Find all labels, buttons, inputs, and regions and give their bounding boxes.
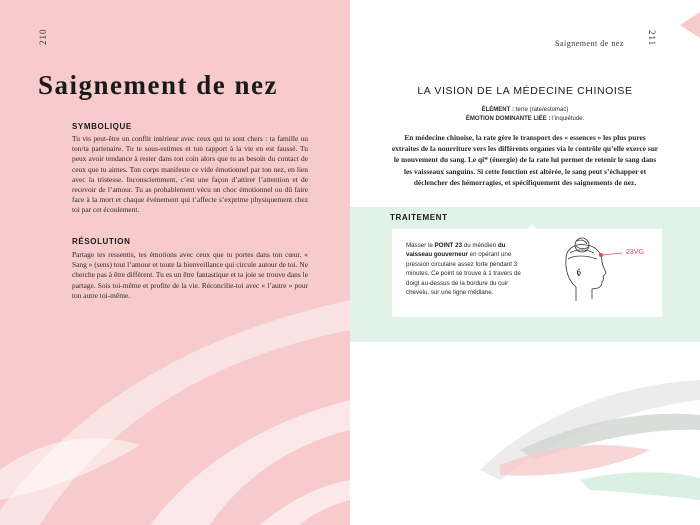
page-number-right: 211	[647, 30, 657, 47]
running-header: Saignement de nez	[555, 39, 624, 48]
head-profile-illustration	[542, 229, 662, 317]
treatment-text	[406, 241, 531, 297]
chinese-medicine-heading: LA VISION DE LA MÉDECINE CHINOISE	[417, 85, 633, 97]
page-title: Saignement de nez	[38, 70, 278, 100]
emotion-line	[350, 116, 700, 122]
meridian-name: du vaisseau gouverneur	[406, 242, 506, 259]
point-23-marker	[599, 253, 603, 257]
point-23-label: POINT 23	[434, 242, 463, 249]
resolution-text: Partage tes ressentis, tes émotions avec ceux que tu portes dans ton cœur. « Sang » (sens) tout l’amour et toute la bienveillance qui circule autour de toi. Ne cherche pas à être différent. Tu es un être fantastique et ta joie se trouve dans le partage. Sois toi-même et profite de la vie. Réconcilie-toi avec « l’autre » pour ton autre toi-même.	[72, 250, 308, 300]
symbolique-text: Tu vis peut-être un conflit intérieur avec ceux qui te sont chers : ta famille ou ton/ta partenaire. Tu te sous-estimes et ton rapport à la vie en est faussé. Tu peux avoir tendance à rester dans ton coin alors que tu as besoin du contact de ceux que tu aimes. Ton corps manifeste ce vide émotionnel par ton nez, en lien avec la tristesse. Inconsciemment, c’est une façon d’attirer l’attention et de recevoir de l’amour. Tu as probablement vécu un choc émotionnel ou dû faire face à la mort et chaque événement qui t’affecte s’exprime physiquement chez toi par cet écoulement.	[72, 134, 308, 215]
point-23vg-label: 23VG	[626, 249, 644, 256]
resolution-heading: RÉSOLUTION	[72, 237, 131, 246]
element-line	[350, 107, 700, 113]
page-number-left: 210	[38, 28, 48, 45]
point-23-leader-line	[603, 253, 622, 255]
treatment-card	[392, 229, 662, 317]
emotion-value: l’inquiétude.	[550, 116, 585, 122]
element-value: terre (rate/estomac)	[513, 107, 569, 113]
traitement-heading: TRAITEMENT	[390, 213, 448, 222]
element-label: ÉLÉMENT :	[481, 107, 514, 113]
treatment-text-part: du méridien	[462, 242, 498, 249]
symbolique-heading: SYMBOLIQUE	[72, 122, 132, 131]
right-page	[350, 0, 700, 525]
treatment-text-part: Masser le	[406, 242, 435, 249]
emotion-label: ÉMOTION DOMINANTE LIÉE :	[465, 116, 551, 122]
treatment-text-part: en opérant une pression circulaire assez forte pendant 3 minutes. Ce point se trouve à 1 travers de doigt au-dessus de la bordure du cuir chevelu, sur une ligne médiane.	[406, 251, 521, 297]
chinese-medicine-text: En médecine chinoise, la rate gère le transport des « essences » les plus pures extraites de la nourriture vers les différents organes via le contrôle qu’elle exerce sur le mouvement du sang. Le qi* (énergie) de la rate lui permet de retenir le sang dans les vaisseaux sanguins. Si cette fonction est altérée, le sang peut s’échapper et déclencher des hémorragies, et spécifiquement des saignements de nez.	[391, 133, 659, 187]
